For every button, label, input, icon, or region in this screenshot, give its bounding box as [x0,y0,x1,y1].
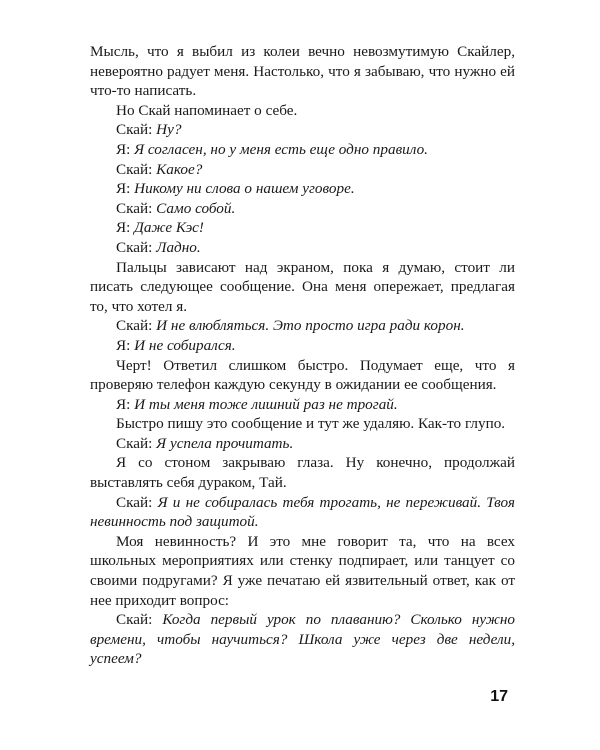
message-speaker: Я: [116,180,135,198]
chat-message-line [90,140,515,160]
message-speaker: Я: [116,140,135,158]
chat-message-line [90,120,515,140]
message-text: Ладно. [156,238,201,256]
message-speaker: Скай: [116,160,157,178]
message-speaker: Скай: [116,434,157,452]
message-text: Я согласен, но у меня есть еще одно правило. [134,140,428,158]
message-text: И ты меня тоже лишний раз не трогай. [134,395,398,413]
page-number: 17 [490,688,508,705]
narrative-paragraph: Но Скай напоминает о себе. [116,101,298,119]
chat-message-line [90,336,515,356]
chat-message-line [90,493,515,532]
message-text: Ну? [156,121,182,139]
chat-message-line [90,434,515,454]
narrative-paragraph: Пальцы зависают над экраном, пока я думаю, стоит ли писать следующее сообщение. Она меня опережает, предлагая то, что хотел я. [90,258,515,315]
message-speaker: Скай: [116,238,157,256]
chat-message-line [90,199,515,219]
message-speaker: Скай: [116,493,158,511]
chat-message-line [90,179,515,199]
narrative-paragraph: Черт! Ответил слишком быстро. Подумает еще, что я проверяю телефон каждую секунду в ожидании ее сообщения. [90,356,515,394]
message-text: И не влюбляться. Это просто игра ради корон. [156,317,465,335]
narrative-paragraph: Я со стоном закрываю глаза. Ну конечно, продолжай выставлять себя дураком, Тай. [90,454,515,492]
narrative-paragraph: Моя невинность? И это мне говорит та, что на всех школьных мероприятиях или стенку подпирает, или танцует со своими подругами? Я уже печатаю ей язвительный ответ, как от нее приходит вопрос: [90,532,515,609]
page-text [90,42,515,669]
message-text: Даже Кэс! [134,219,204,237]
chat-message-line [90,160,515,180]
message-speaker: Скай: [116,611,163,629]
book-page [90,42,515,669]
narrative-paragraph: Мысль, что я выбил из колеи вечно невозмутимую Скайлер, невероятно радует меня. Настолько, что я забываю, что нужно ей что-то написать. [90,43,515,100]
message-text: Я и не собиралась тебя трогать, не переживай. Твоя невинность под защитой. [90,493,515,531]
message-speaker: Я: [116,219,135,237]
chat-message-line [90,316,515,336]
message-text: Какое? [156,160,203,178]
message-text: Когда первый урок по плаванию? Сколько нужно времени, чтобы научиться? Школа уже через две недели, успеем? [90,611,515,668]
chat-message-line [90,395,515,415]
chat-message-line [90,218,515,238]
narrative-paragraph: Быстро пишу это сообщение и тут же удаляю. Как-то глупо. [116,415,506,433]
message-speaker: Скай: [116,121,157,139]
message-speaker: Я: [116,336,135,354]
message-speaker: Я: [116,395,135,413]
message-text: И не собирался. [134,336,236,354]
message-speaker: Скай: [116,317,157,335]
message-text: Само собой. [156,199,236,217]
message-text: Никому ни слова о нашем уговоре. [134,180,355,198]
message-text: Я успела прочитать. [156,434,294,452]
chat-message-line [90,238,515,258]
message-speaker: Скай: [116,199,157,217]
chat-message-line [90,610,515,669]
